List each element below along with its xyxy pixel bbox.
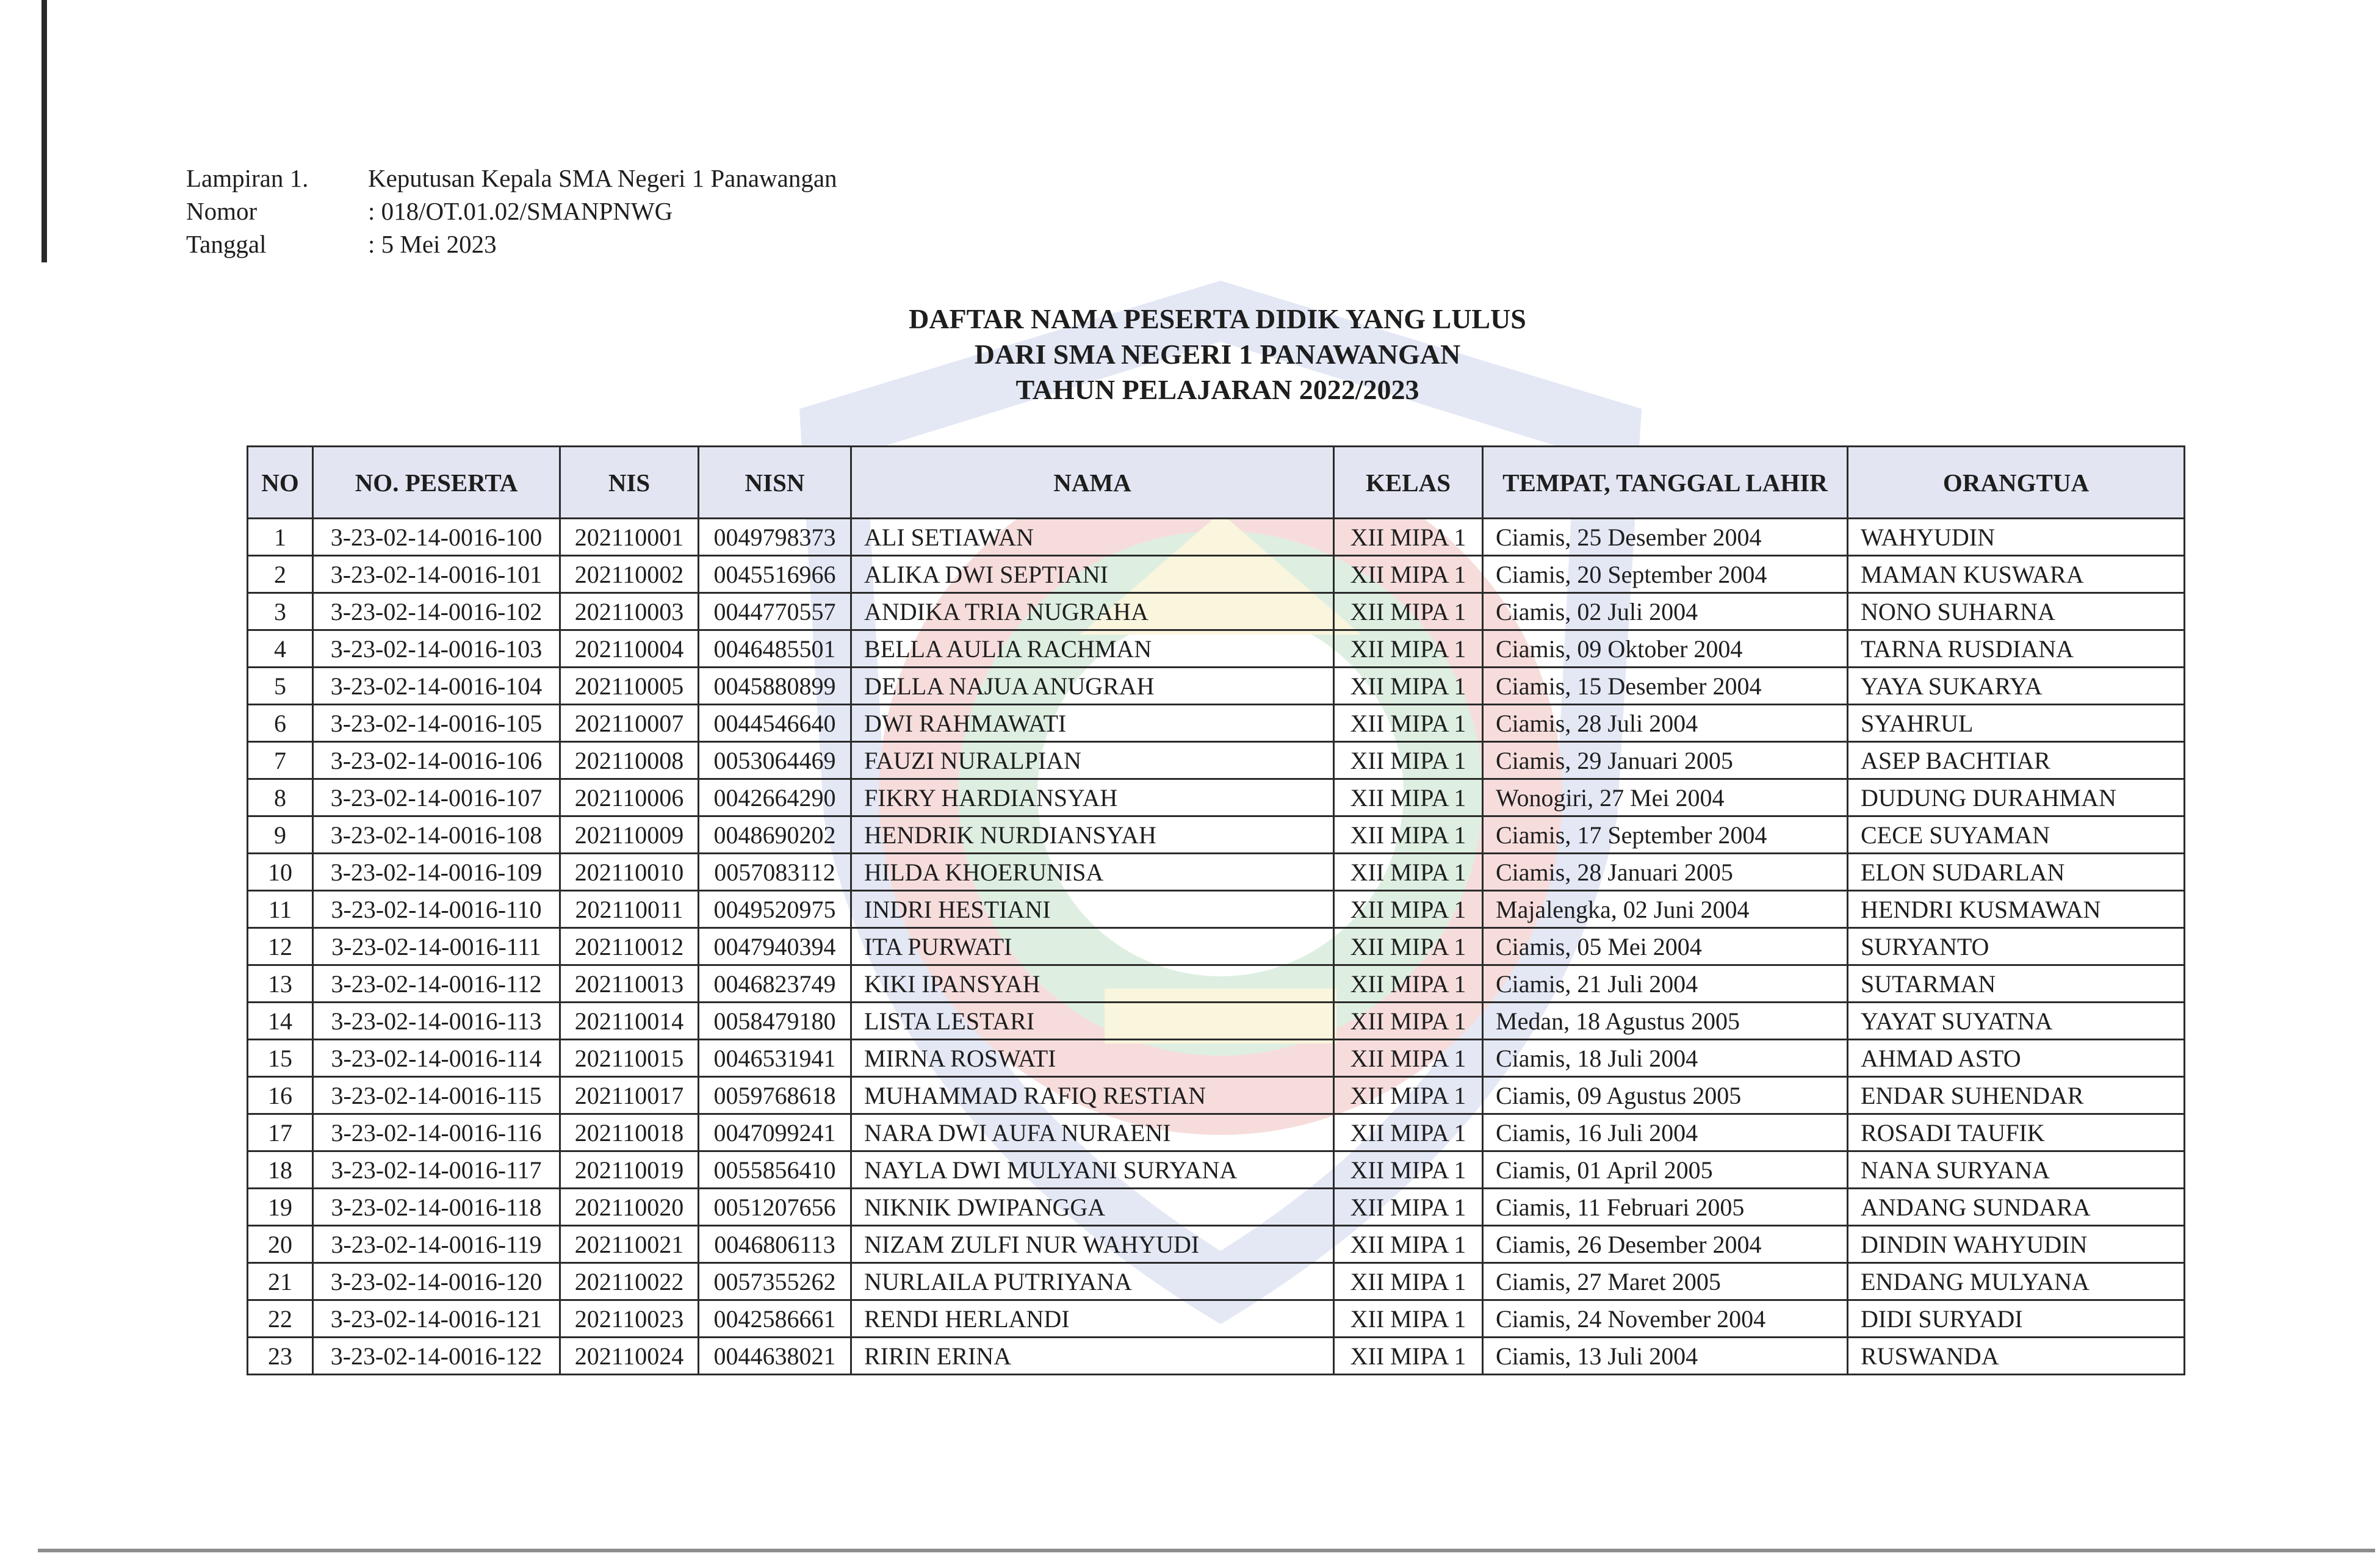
table-cell: Ciamis, 28 Juli 2004 — [1483, 705, 1848, 742]
table-cell: 0048690202 — [699, 816, 851, 854]
table-cell: Ciamis, 26 Desember 2004 — [1483, 1226, 1848, 1263]
header-row-tanggal — [186, 228, 837, 261]
table-cell: XII MIPA 1 — [1334, 1226, 1483, 1263]
table-cell: 0053064469 — [699, 742, 851, 779]
table-cell: 3-23-02-14-0016-108 — [313, 816, 560, 854]
table-cell: INDRI HESTIANI — [851, 891, 1334, 928]
table-cell: LISTA LESTARI — [851, 1003, 1334, 1040]
table-cell: AHMAD ASTO — [1848, 1040, 2185, 1077]
table-row — [248, 668, 2185, 705]
column-header: NO. PESERTA — [313, 447, 560, 519]
table-cell: Ciamis, 15 Desember 2004 — [1483, 668, 1848, 705]
table-cell: 0051207656 — [699, 1189, 851, 1226]
header-label: Tanggal — [186, 230, 267, 258]
table-row — [248, 1300, 2185, 1338]
table-cell: FIKRY HARDIANSYAH — [851, 779, 1334, 816]
table-row — [248, 1338, 2185, 1375]
table-row — [248, 742, 2185, 779]
table-cell: 202110004 — [560, 630, 699, 668]
column-header: NAMA — [851, 447, 1334, 519]
table-cell: 202110012 — [560, 928, 699, 965]
table-cell: 0042586661 — [699, 1300, 851, 1338]
table-cell: 0047940394 — [699, 928, 851, 965]
table-row — [248, 1077, 2185, 1114]
table-cell: Ciamis, 11 Februari 2005 — [1483, 1189, 1848, 1226]
table-cell: NONO SUHARNA — [1848, 593, 2185, 630]
table-cell: XII MIPA 1 — [1334, 1040, 1483, 1077]
table-cell: 3-23-02-14-0016-105 — [313, 705, 560, 742]
table-cell: XII MIPA 1 — [1334, 668, 1483, 705]
table-cell: 3-23-02-14-0016-122 — [313, 1338, 560, 1375]
table-cell: ELON SUDARLAN — [1848, 854, 2185, 891]
column-header: ORANGTUA — [1848, 447, 2185, 519]
table-cell: Ciamis, 24 November 2004 — [1483, 1300, 1848, 1338]
table-cell: ALI SETIAWAN — [851, 519, 1334, 556]
table-cell: 202110011 — [560, 891, 699, 928]
table-cell: 3-23-02-14-0016-102 — [313, 593, 560, 630]
document-title — [0, 301, 2380, 408]
table-cell: XII MIPA 1 — [1334, 1338, 1483, 1375]
table-cell: MIRNA ROSWATI — [851, 1040, 1334, 1077]
table-cell: 0059768618 — [699, 1077, 851, 1114]
table-cell: ENDANG MULYANA — [1848, 1263, 2185, 1300]
table-cell: 202110024 — [560, 1338, 699, 1375]
table-cell: DINDIN WAHYUDIN — [1848, 1226, 2185, 1263]
table-cell: 202110013 — [560, 965, 699, 1003]
table-cell: 3-23-02-14-0016-112 — [313, 965, 560, 1003]
table-cell: 0047099241 — [699, 1114, 851, 1151]
table-cell: 17 — [248, 1114, 313, 1151]
table-row — [248, 1114, 2185, 1151]
title-line-2: DARI SMA NEGERI 1 PANAWANGAN — [974, 339, 1461, 370]
table-cell: XII MIPA 1 — [1334, 1263, 1483, 1300]
table-cell: 5 — [248, 668, 313, 705]
table-cell: 12 — [248, 928, 313, 965]
table-cell: XII MIPA 1 — [1334, 556, 1483, 593]
graduates-table — [247, 445, 2185, 1375]
table-row — [248, 519, 2185, 556]
table-cell: 0042664290 — [699, 779, 851, 816]
table-cell: MAMAN KUSWARA — [1848, 556, 2185, 593]
header-label: Nomor — [186, 197, 258, 225]
table-body — [248, 519, 2185, 1375]
table-header-row — [248, 447, 2185, 519]
table-cell: 0044770557 — [699, 593, 851, 630]
table-cell: DUDUNG DURAHMAN — [1848, 779, 2185, 816]
table-cell: 0057083112 — [699, 854, 851, 891]
table-cell: RIRIN ERINA — [851, 1338, 1334, 1375]
table-cell: DIDI SURYADI — [1848, 1300, 2185, 1338]
table-cell: HILDA KHOERUNISA — [851, 854, 1334, 891]
table-row — [248, 1040, 2185, 1077]
column-header: NISN — [699, 447, 851, 519]
table-cell: 3-23-02-14-0016-103 — [313, 630, 560, 668]
table-cell: 3-23-02-14-0016-109 — [313, 854, 560, 891]
table-cell: Ciamis, 16 Juli 2004 — [1483, 1114, 1848, 1151]
table-cell: 202110005 — [560, 668, 699, 705]
header-row-lampiran — [186, 162, 837, 195]
table-cell: NIZAM ZULFI NUR WAHYUDI — [851, 1226, 1334, 1263]
table-cell: Ciamis, 02 Juli 2004 — [1483, 593, 1848, 630]
table-cell: Ciamis, 17 September 2004 — [1483, 816, 1848, 854]
table-cell: 0046806113 — [699, 1226, 851, 1263]
table-cell: CECE SUYAMAN — [1848, 816, 2185, 854]
table-cell: 0046823749 — [699, 965, 851, 1003]
table-cell: YAYA SUKARYA — [1848, 668, 2185, 705]
table-cell: 3-23-02-14-0016-114 — [313, 1040, 560, 1077]
table-cell: Medan, 18 Agustus 2005 — [1483, 1003, 1848, 1040]
table-row — [248, 928, 2185, 965]
table-cell: 202110021 — [560, 1226, 699, 1263]
table-cell: 202110009 — [560, 816, 699, 854]
table-cell: XII MIPA 1 — [1334, 891, 1483, 928]
table-cell: HENDRIK NURDIANSYAH — [851, 816, 1334, 854]
table-row — [248, 1263, 2185, 1300]
table-row — [248, 705, 2185, 742]
table-row — [248, 965, 2185, 1003]
table-cell: 0049798373 — [699, 519, 851, 556]
table-row — [248, 556, 2185, 593]
table-cell: 202110008 — [560, 742, 699, 779]
table-cell: XII MIPA 1 — [1334, 928, 1483, 965]
table-cell: 3-23-02-14-0016-110 — [313, 891, 560, 928]
table-cell: 10 — [248, 854, 313, 891]
table-row — [248, 1226, 2185, 1263]
table-cell: 3-23-02-14-0016-120 — [313, 1263, 560, 1300]
table-cell: 0045516966 — [699, 556, 851, 593]
header-value: : 5 Mei 2023 — [368, 230, 497, 258]
column-header: NIS — [560, 447, 699, 519]
table-cell: 202110015 — [560, 1040, 699, 1077]
table-cell: TARNA RUSDIANA — [1848, 630, 2185, 668]
title-line-3: TAHUN PELAJARAN 2022/2023 — [1015, 374, 1419, 405]
table-cell: 4 — [248, 630, 313, 668]
table-cell: XII MIPA 1 — [1334, 965, 1483, 1003]
table-cell: 3-23-02-14-0016-106 — [313, 742, 560, 779]
table-cell: 3 — [248, 593, 313, 630]
table-cell: Ciamis, 20 September 2004 — [1483, 556, 1848, 593]
table-cell: 8 — [248, 779, 313, 816]
table-cell: XII MIPA 1 — [1334, 1189, 1483, 1226]
scan-edge-bottom — [38, 1549, 2375, 1552]
table-cell: Ciamis, 09 Agustus 2005 — [1483, 1077, 1848, 1114]
attachment-header — [186, 162, 837, 261]
table-cell: DELLA NAJUA ANUGRAH — [851, 668, 1334, 705]
table-cell: MUHAMMAD RAFIQ RESTIAN — [851, 1077, 1334, 1114]
table-cell: Wonogiri, 27 Mei 2004 — [1483, 779, 1848, 816]
table-cell: 0046485501 — [699, 630, 851, 668]
table-cell: 3-23-02-14-0016-119 — [313, 1226, 560, 1263]
table-cell: NURLAILA PUTRIYANA — [851, 1263, 1334, 1300]
table-cell: XII MIPA 1 — [1334, 1300, 1483, 1338]
table-cell: 16 — [248, 1077, 313, 1114]
table-cell: 3-23-02-14-0016-111 — [313, 928, 560, 965]
table-cell: Ciamis, 18 Juli 2004 — [1483, 1040, 1848, 1077]
table-cell: DWI RAHMAWATI — [851, 705, 1334, 742]
table-cell: ALIKA DWI SEPTIANI — [851, 556, 1334, 593]
table-cell: 3-23-02-14-0016-104 — [313, 668, 560, 705]
table-cell: 202110020 — [560, 1189, 699, 1226]
table-cell: SURYANTO — [1848, 928, 2185, 965]
table-cell: 3-23-02-14-0016-101 — [313, 556, 560, 593]
table-cell: SYAHRUL — [1848, 705, 2185, 742]
table-row — [248, 816, 2185, 854]
table-cell: 3-23-02-14-0016-100 — [313, 519, 560, 556]
table-cell: 3-23-02-14-0016-107 — [313, 779, 560, 816]
table-cell: 9 — [248, 816, 313, 854]
scan-edge-left — [41, 0, 47, 262]
header-label: Lampiran 1. — [186, 164, 309, 192]
table-cell: 23 — [248, 1338, 313, 1375]
table-cell: XII MIPA 1 — [1334, 630, 1483, 668]
table-cell: 0044546640 — [699, 705, 851, 742]
table-cell: NAYLA DWI MULYANI SURYANA — [851, 1151, 1334, 1189]
table-cell: ASEP BACHTIAR — [1848, 742, 2185, 779]
title-line-1: DAFTAR NAMA PESERTA DIDIK YANG LULUS — [909, 303, 1526, 334]
table-cell: XII MIPA 1 — [1334, 816, 1483, 854]
table-cell: 202110003 — [560, 593, 699, 630]
table-cell: 202110017 — [560, 1077, 699, 1114]
table-cell: 22 — [248, 1300, 313, 1338]
column-header: NO — [248, 447, 313, 519]
table-cell: 2 — [248, 556, 313, 593]
table-cell: 202110018 — [560, 1114, 699, 1151]
table-cell: 202110002 — [560, 556, 699, 593]
table-cell: Ciamis, 27 Maret 2005 — [1483, 1263, 1848, 1300]
table-cell: 0045880899 — [699, 668, 851, 705]
table-cell: Ciamis, 13 Juli 2004 — [1483, 1338, 1848, 1375]
table-cell: 0057355262 — [699, 1263, 851, 1300]
table-cell: Ciamis, 09 Oktober 2004 — [1483, 630, 1848, 668]
table-cell: 3-23-02-14-0016-118 — [313, 1189, 560, 1226]
table-cell: NIKNIK DWIPANGGA — [851, 1189, 1334, 1226]
table-row — [248, 1189, 2185, 1226]
table-cell: 0044638021 — [699, 1338, 851, 1375]
table-cell: XII MIPA 1 — [1334, 779, 1483, 816]
table-row — [248, 891, 2185, 928]
table-cell: XII MIPA 1 — [1334, 519, 1483, 556]
table-cell: 3-23-02-14-0016-113 — [313, 1003, 560, 1040]
table-cell: 18 — [248, 1151, 313, 1189]
table-cell: 0055856410 — [699, 1151, 851, 1189]
table-cell: 7 — [248, 742, 313, 779]
table-cell: 15 — [248, 1040, 313, 1077]
table-row — [248, 1003, 2185, 1040]
column-header: TEMPAT, TANGGAL LAHIR — [1483, 447, 1848, 519]
table-cell: 3-23-02-14-0016-116 — [313, 1114, 560, 1151]
table-cell: 19 — [248, 1189, 313, 1226]
table-cell: 3-23-02-14-0016-115 — [313, 1077, 560, 1114]
table-cell: ANDIKA TRIA NUGRAHA — [851, 593, 1334, 630]
table-row — [248, 593, 2185, 630]
table-cell: RENDI HERLANDI — [851, 1300, 1334, 1338]
table-cell: 1 — [248, 519, 313, 556]
table-cell: XII MIPA 1 — [1334, 1151, 1483, 1189]
table-row — [248, 854, 2185, 891]
table-cell: XII MIPA 1 — [1334, 1003, 1483, 1040]
table-cell: ROSADI TAUFIK — [1848, 1114, 2185, 1151]
header-row-nomor — [186, 195, 837, 228]
table-cell: 202110001 — [560, 519, 699, 556]
table-cell: 13 — [248, 965, 313, 1003]
table-cell: 0046531941 — [699, 1040, 851, 1077]
table-cell: Ciamis, 25 Desember 2004 — [1483, 519, 1848, 556]
table-cell: 6 — [248, 705, 313, 742]
table-cell: HENDRI KUSMAWAN — [1848, 891, 2185, 928]
table-cell: 202110022 — [560, 1263, 699, 1300]
table-cell: 3-23-02-14-0016-121 — [313, 1300, 560, 1338]
table-cell: Ciamis, 28 Januari 2005 — [1483, 854, 1848, 891]
table-row — [248, 630, 2185, 668]
table-cell: ENDAR SUHENDAR — [1848, 1077, 2185, 1114]
table-cell: KIKI IPANSYAH — [851, 965, 1334, 1003]
table-cell: 202110007 — [560, 705, 699, 742]
table-cell: 11 — [248, 891, 313, 928]
table-row — [248, 1151, 2185, 1189]
table-cell: BELLA AULIA RACHMAN — [851, 630, 1334, 668]
table-cell: RUSWANDA — [1848, 1338, 2185, 1375]
table-cell: Majalengka, 02 Juni 2004 — [1483, 891, 1848, 928]
table-cell: ANDANG SUNDARA — [1848, 1189, 2185, 1226]
table-cell: Ciamis, 29 Januari 2005 — [1483, 742, 1848, 779]
table-cell: 202110019 — [560, 1151, 699, 1189]
table-cell: 0049520975 — [699, 891, 851, 928]
header-value: Keputusan Kepala SMA Negeri 1 Panawangan — [368, 164, 837, 192]
table-cell: 202110023 — [560, 1300, 699, 1338]
table-cell: SUTARMAN — [1848, 965, 2185, 1003]
table-cell: 202110010 — [560, 854, 699, 891]
table-cell: Ciamis, 01 April 2005 — [1483, 1151, 1848, 1189]
table-cell: WAHYUDIN — [1848, 519, 2185, 556]
table-cell: FAUZI NURALPIAN — [851, 742, 1334, 779]
table-cell: XII MIPA 1 — [1334, 593, 1483, 630]
table-cell: XII MIPA 1 — [1334, 705, 1483, 742]
column-header: KELAS — [1334, 447, 1483, 519]
table-cell: XII MIPA 1 — [1334, 1077, 1483, 1114]
header-value: : 018/OT.01.02/SMANPNWG — [368, 197, 673, 225]
table-cell: XII MIPA 1 — [1334, 854, 1483, 891]
table-cell: NARA DWI AUFA NURAENI — [851, 1114, 1334, 1151]
table-cell: YAYAT SUYATNA — [1848, 1003, 2185, 1040]
table-cell: 202110014 — [560, 1003, 699, 1040]
table-row — [248, 779, 2185, 816]
table-cell: ITA PURWATI — [851, 928, 1334, 965]
table-cell: 3-23-02-14-0016-117 — [313, 1151, 560, 1189]
table-cell: 0058479180 — [699, 1003, 851, 1040]
table-cell: 14 — [248, 1003, 313, 1040]
table-cell: 202110006 — [560, 779, 699, 816]
table-cell: 20 — [248, 1226, 313, 1263]
table-cell: Ciamis, 21 Juli 2004 — [1483, 965, 1848, 1003]
table-cell: Ciamis, 05 Mei 2004 — [1483, 928, 1848, 965]
table-cell: 21 — [248, 1263, 313, 1300]
table-cell: NANA SURYANA — [1848, 1151, 2185, 1189]
table-cell: XII MIPA 1 — [1334, 1114, 1483, 1151]
table-cell: XII MIPA 1 — [1334, 742, 1483, 779]
